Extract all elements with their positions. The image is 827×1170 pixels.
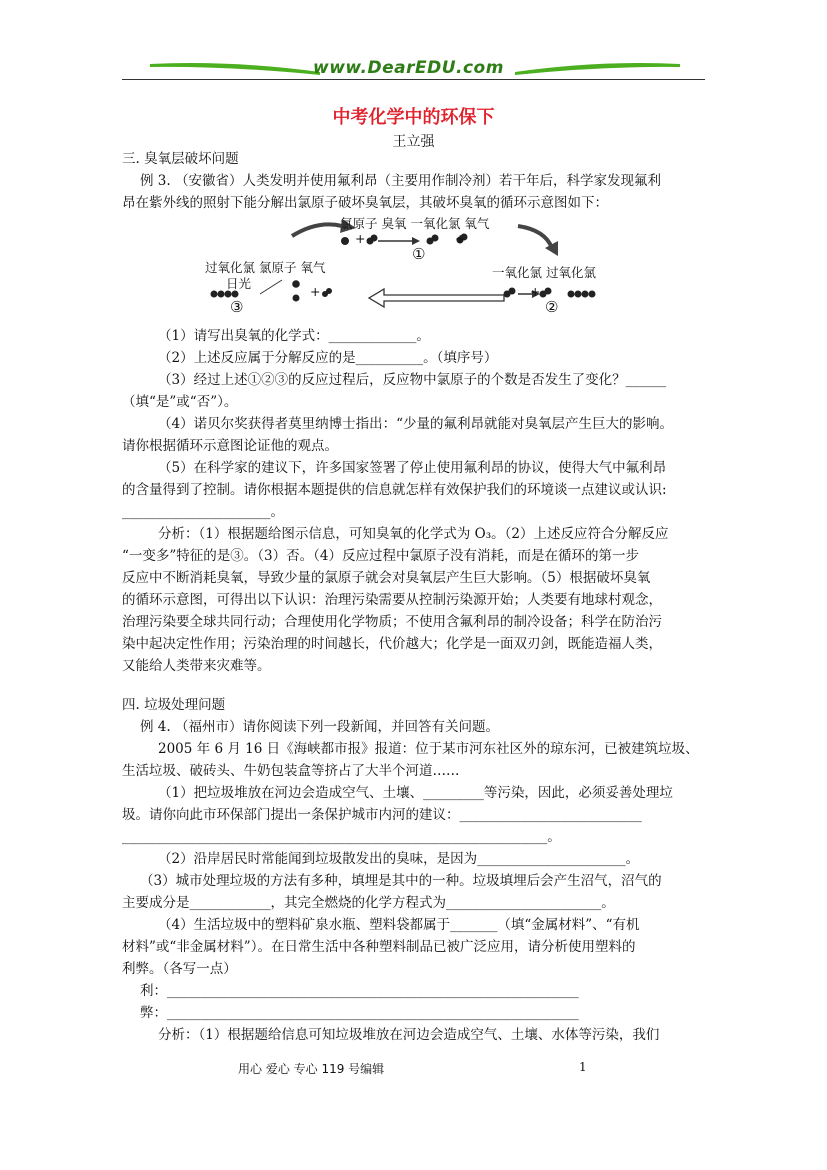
analysis-line: “一变多”特征的是③。（3）否。（4）反应过程中氯原子没有消耗，而是在循环的第一步 (122, 548, 639, 564)
question-1: （1）请写出臭氧的化学式：_____________。 (158, 328, 430, 344)
pro-line: 利：_____________________________________________________________ (140, 983, 579, 999)
text-line: （填“是”或“否”）。 (122, 394, 238, 410)
analysis-line: 又能给人类带来灾难等。 (122, 658, 271, 674)
diagram-right-labels: 一氧化氯 过氧化氯 (492, 265, 596, 280)
question-3: （3）城市处理垃圾的方法有多种，填埋是其中的一种。垃圾填埋后会产生沼气，沼气的 (140, 873, 662, 889)
analysis-line: 治理污染要全球共同行动；合理使用化学物质；不使用含氟利昂的制冷设备；科学在防治污 (122, 614, 662, 630)
text-line: 例 3. （安徽省）人类发明并使用氟利昂（主要用作制冷剂）若干年后，科学家发现氟利 (140, 173, 661, 189)
text-line: 生活垃圾、破砖头、牛奶包装盒等挤占了大半个河道…… (122, 763, 460, 779)
text-line: 主要成分是____________，其完全燃烧的化学方程式为_______________________。 (122, 895, 615, 911)
analysis-line: 分析：（1）根据题给图示信息，可知臭氧的化学式为 O₃。（2）上述反应符合分解反应 (158, 526, 669, 542)
analysis-line: 染中起决定性作用；污染治理的时间越长，代价越大；化学是一面双刃剑，既能造福人类， (122, 636, 662, 652)
question-2: （2）上述反应属于分解反应的是__________。（填序号） (158, 350, 498, 366)
question-2: （2）沿岸居民时常能闻到垃圾散发出的臭味，是因为______________________。 (158, 851, 640, 867)
question-4: （4）诺贝尔奖获得者莫里纳博士指出：“少量的氟利昂就能对臭氧层产生巨大的影响。 (158, 416, 673, 432)
text-line: 的含量得到了控制。请你根据本题提供的信息就怎样有效保护我们的环境谈一点建议或认识: (122, 482, 667, 498)
text-line: 例 4. （福州市）请你阅读下列一段新闻，并回答有关问题。 (140, 719, 499, 735)
text-line: 请你根据循环示意图论证他的观点。 (122, 438, 338, 454)
text-line: ______________________。 (122, 504, 284, 520)
diagram-step-1: ① (412, 245, 426, 263)
logo-text: www.DearEDU.com (313, 58, 504, 78)
text-line: 昂在紫外线的照射下能分解出氯原子破坏臭氧层，其破坏臭氧的循环示意图如下： (122, 195, 608, 211)
diagram-plus: + (310, 284, 321, 299)
diagram-plus: + (530, 284, 541, 299)
section-heading-4: 四. 垃圾处理问题 (122, 697, 226, 713)
diagram-left-labels: 过氧化氯 氯原子 氧气 (205, 260, 326, 275)
diagram-top-labels: 氯原子 臭氧 一氧化氯 氧气 (340, 216, 490, 231)
question-1: （1）把垃圾堆放在河边会造成空气、土壤、_________等污染，因此，必须妥善处理垃 (158, 785, 673, 801)
diagram-plus: + (455, 231, 466, 246)
page-number: 1 (579, 1060, 587, 1074)
header-swoosh-right-icon (515, 58, 680, 78)
con-line: 弊：_____________________________________________________________ (140, 1005, 579, 1021)
diagram-step-2: ② (545, 298, 559, 316)
text-line: 利弊。（各写一点） (122, 961, 237, 977)
text-line: 圾。请你向此市环保部门提出一条保护城市内河的建议：___________________________ (122, 807, 642, 823)
question-5: （5）在科学家的建议下，许多国家签署了停止使用氟利昂的协议，使得大气中氟利昂 (158, 460, 667, 476)
question-3: （3）经过上述①②③的反应过程后，反应物中氯原子的个数是否发生了变化？______ (158, 372, 667, 388)
header-swoosh-left-icon (150, 58, 320, 78)
section-heading-3: 三. 臭氧层破坏问题 (122, 151, 239, 167)
text-line: 材料”或“非金属材料”）。在日常生活中各种塑料制品已被广泛应用，请分析使用塑料的 (122, 939, 636, 955)
author: 王立强 (392, 134, 435, 150)
footer-text: 用心 爱心 专心 119 号编辑 (238, 1062, 385, 1076)
header-rule (122, 79, 705, 80)
analysis-line: 的循环示意图，可得出以下认识：治理污染需要从控制污染源开始；人类要有地球村观念， (122, 592, 662, 608)
analysis-line: 分析：（1）根据题给信息可知垃圾堆放在河边会造成空气、土壤、水体等污染，我们 (158, 1027, 660, 1043)
text-line: 2005 年 6 月 16 日《海峡都市报》报道：位于某市河东社区外的琼东河，已被建筑垃圾、 (158, 741, 699, 757)
analysis-line: 反应中不断消耗臭氧，导致少量的氯原子就会对臭氧层产生巨大影响。（5）根据破坏臭氧 (122, 570, 651, 586)
question-4: （4）生活垃圾中的塑料矿泉水瓶、塑料袋都属于_______（填“金属材料”、“有机 (158, 917, 640, 933)
diagram-step-3: ③ (230, 298, 244, 316)
page-title: 中考化学中的环保下 (332, 107, 495, 128)
diagram-plus: + (355, 231, 366, 246)
text-line: _______________________________________________________________。 (122, 829, 561, 845)
diagram-sun-label: 日光 (226, 276, 252, 291)
